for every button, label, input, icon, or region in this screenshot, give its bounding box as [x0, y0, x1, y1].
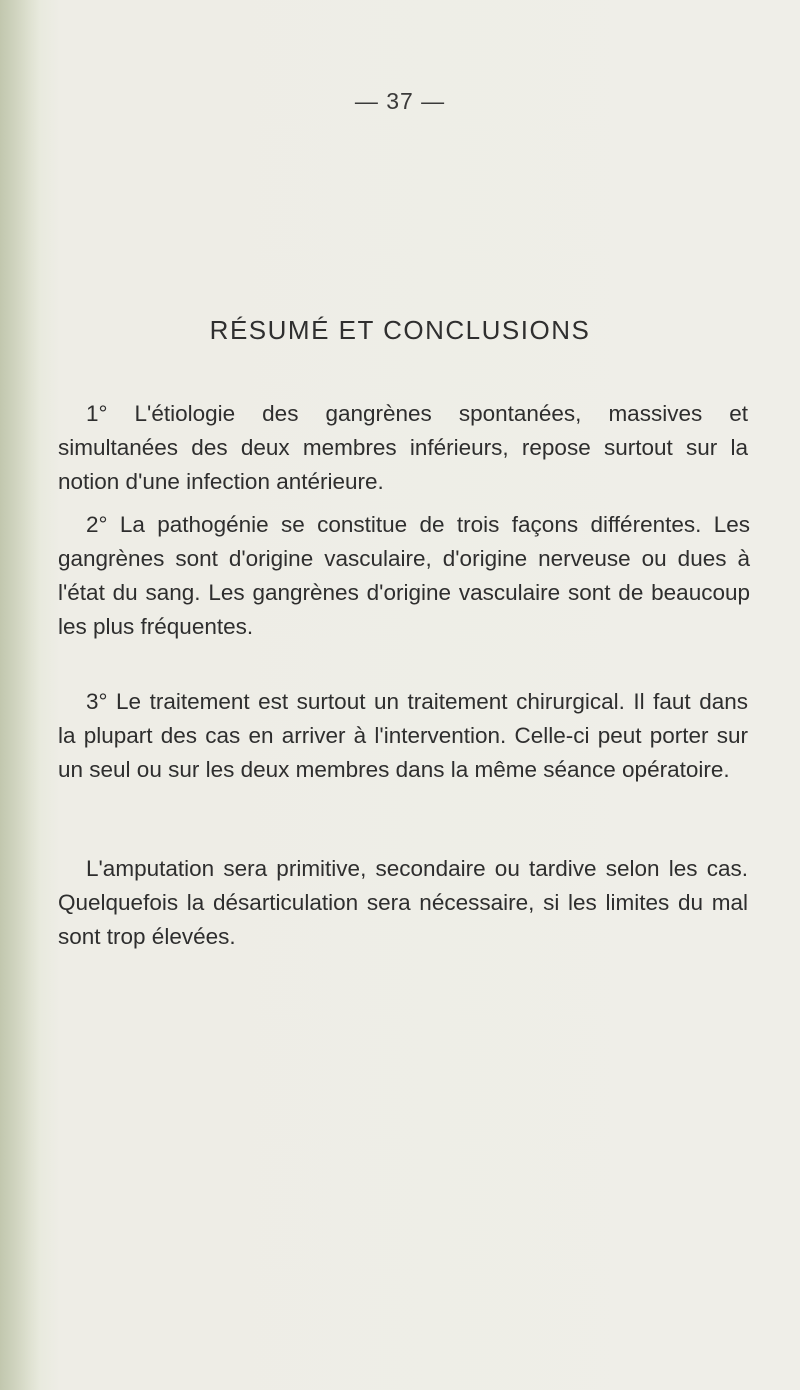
page-number: — 37 — [354, 88, 446, 114]
paragraph-traitement [58, 685, 748, 787]
paragraph-etiologie [58, 397, 748, 499]
paragraph-text: 1° L'étiologie des gangrènes spontanées, massives et simultanées des deux membres inférieurs, repose surtout sur la notion d'une infection antérieure. [58, 401, 748, 494]
paragraph-text: 2° La pathogénie se constitue de trois façons différentes. Les gangrènes sont d'origine vasculaire, d'origine nerveuse ou dues à l'état du sang. Les gangrènes d'origine vasculaire sont de beaucoup les plus fréquentes. [58, 512, 750, 639]
paragraph-amputation [58, 852, 748, 954]
paragraph-pathogenie [58, 508, 750, 644]
section-title: RÉSUMÉ ET CONCLUSIONS [209, 315, 591, 345]
page-edge-shadow [0, 0, 40, 1390]
paragraph-text: L'amputation sera primitive, secondaire ou tardive selon les cas. Quelquefois la désarticulation sera nécessaire, si les limites du mal sont trop élevées. [58, 856, 748, 949]
paragraph-text: 3° Le traitement est surtout un traitement chirurgical. Il faut dans la plupart des cas en arriver à l'intervention. Celle-ci peut porter sur un seul ou sur les deux membres dans la même séance opératoire. [58, 689, 748, 782]
